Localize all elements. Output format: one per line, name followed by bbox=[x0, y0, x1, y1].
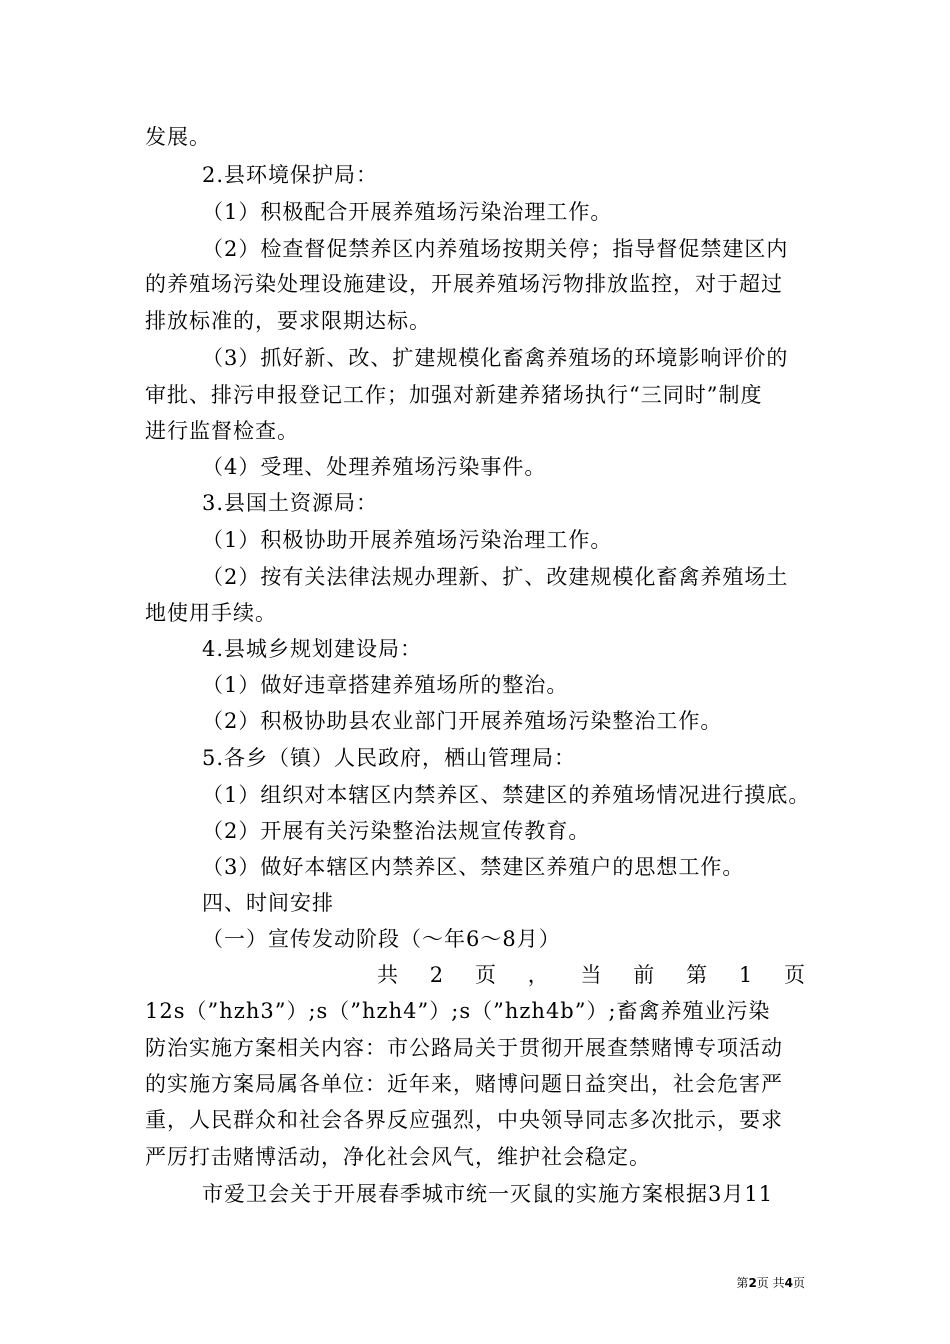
page-count-token: 页 bbox=[784, 963, 805, 987]
footer-current-page: 2 bbox=[748, 1276, 757, 1290]
text-line: （3）抓好新、改、扩建规模化畜禽养殖场的环境影响评价的 bbox=[202, 346, 789, 370]
page-count-token: 第 bbox=[686, 963, 708, 987]
text-line: （2）积极协助县农业部门开展养殖场污染整治工作。 bbox=[202, 709, 723, 733]
page-count-token: 2 bbox=[429, 963, 444, 987]
page-count-line bbox=[145, 960, 805, 990]
section-heading: 3.县国土资源局： bbox=[202, 491, 379, 515]
text-line: 防治实施方案相关内容：市公路局关于贯彻开展查禁赌博专项活动 bbox=[145, 1036, 783, 1060]
section-heading: 4.县城乡规划建设局： bbox=[202, 637, 423, 661]
text-line: （一）宣传发动阶段（～年6～8月） bbox=[202, 927, 561, 951]
text-line: 的养殖场污染处理设施建设，开展养殖场污物排放监控，对于超过 bbox=[145, 272, 783, 296]
text-line: 12s（”hzh3”）;s（”hzh4”）;s（”hzh4b”）;畜禽养殖业污染 bbox=[145, 999, 771, 1023]
section-heading: 5.各乡（镇）人民政府，栖山管理局： bbox=[202, 746, 577, 770]
page-count-token: 页 bbox=[474, 963, 496, 987]
text-line: 审批、排污申报登记工作；加强对新建养猪场执行“三同时”制度 bbox=[145, 383, 763, 407]
page-count-token: ， bbox=[527, 963, 549, 987]
footer-suffix: 页 bbox=[792, 1276, 805, 1290]
section-heading: 2.县环境保护局： bbox=[202, 163, 379, 187]
text-line: （2）按有关法律法规办理新、扩、改建规模化畜禽养殖场土 bbox=[202, 565, 789, 589]
text-line: 的实施方案局属各单位：近年来，赌博问题日益突出，社会危害严 bbox=[145, 1072, 783, 1096]
footer-prefix: 第 bbox=[736, 1276, 749, 1290]
footer-total-pages: 4 bbox=[784, 1276, 793, 1290]
text-line: （3）做好本辖区内禁养区、禁建区养殖户的思想工作。 bbox=[202, 855, 745, 879]
page-count-token: 当 bbox=[580, 963, 602, 987]
page-count-token: 前 bbox=[633, 963, 655, 987]
text-line: 重，人民群众和社会各界反应强烈，中央领导同志多次批示，要求 bbox=[145, 1108, 783, 1132]
text-line: （1）做好违章搭建养殖场所的整治。 bbox=[202, 673, 569, 697]
page-count-token: 共 bbox=[377, 963, 398, 987]
section-heading: 四、时间安排 bbox=[202, 891, 334, 915]
footer-mid: 页 共 bbox=[756, 1276, 785, 1290]
page-footer bbox=[736, 1274, 805, 1291]
text-line: 进行监督检查。 bbox=[145, 419, 299, 443]
text-line: 发展。 bbox=[145, 125, 211, 149]
text-line: 严厉打击赌博活动，净化社会风气，维护社会稳定。 bbox=[145, 1145, 651, 1169]
text-line: （2）开展有关污染整治法规宣传教育。 bbox=[202, 819, 591, 843]
text-line: 市爱卫会关于开展春季城市统一灭鼠的实施方案根据3月11 bbox=[202, 1182, 774, 1206]
text-line: （1）积极配合开展养殖场污染治理工作。 bbox=[202, 200, 613, 224]
text-line: （1）组织对本辖区内禁养区、禁建区的养殖场情况进行摸底。 bbox=[202, 783, 811, 807]
text-line: 地使用手续。 bbox=[145, 601, 277, 625]
text-line: （2）检查督促禁养区内养殖场按期关停；指导督促禁建区内 bbox=[202, 237, 789, 261]
text-line: （1）积极协助开展养殖场污染治理工作。 bbox=[202, 528, 613, 552]
text-line: （4）受理、处理养殖场污染事件。 bbox=[202, 455, 547, 479]
text-line: 排放标准的，要求限期达标。 bbox=[145, 309, 431, 333]
page-count-token: 1 bbox=[738, 963, 753, 987]
